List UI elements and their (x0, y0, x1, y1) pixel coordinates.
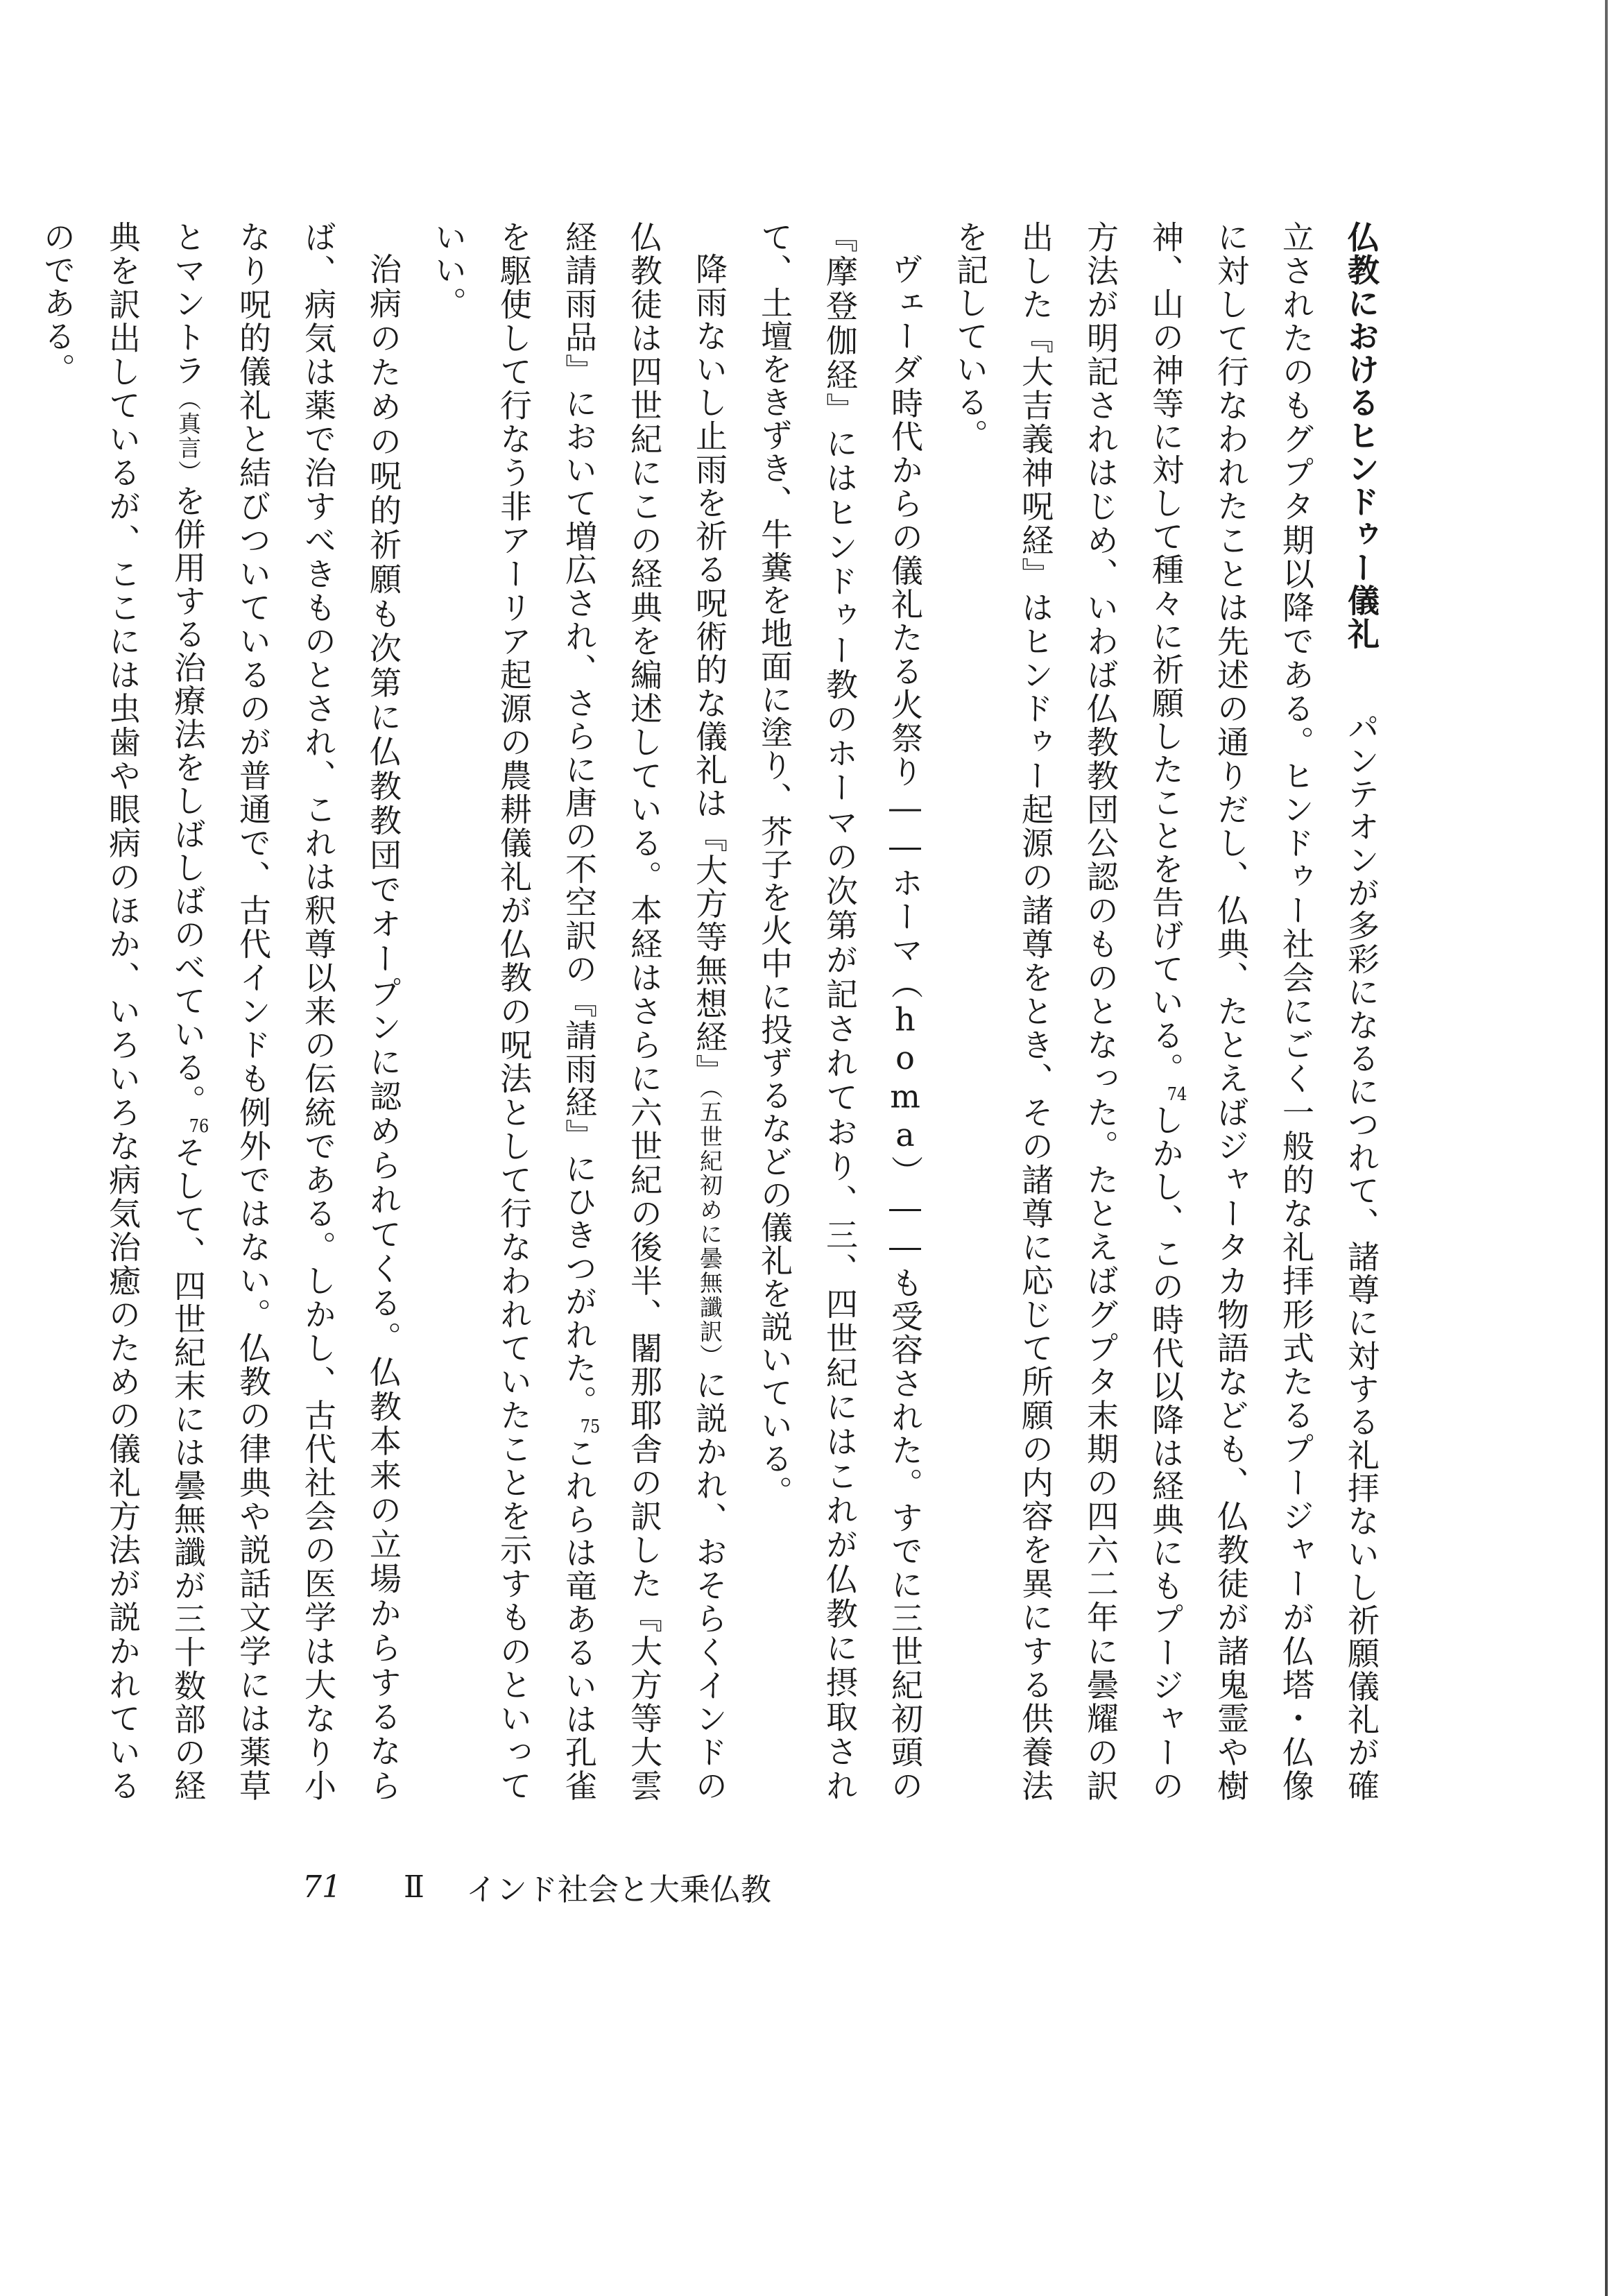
page-footer (302, 1866, 771, 1908)
text-run: 降雨ないし止雨を祈る呪術的な儀礼は『大方等無想経』 (691, 252, 728, 1088)
part-numeral: Ⅱ (404, 1869, 424, 1905)
text-run: を併用する治療法をしばしばのべている。 (169, 484, 207, 1118)
section-heading: 仏教におけるヒンドゥー儀礼 (1343, 221, 1380, 651)
text-run: に説かれ、おそらくインドの仏教徒は四世紀にこの経典を編述している。本経はさらに六世紀の後半、闍那耶舎の訳した『大方等大雲経請雨品』において増広され、さらに唐の不空訳の『請雨経』にひきつがれた。 (560, 221, 728, 1802)
text-run: パンテオンが多彩になるにつれて、諸尊に対する礼拝ないし祈願儀礼が確立されたのもグプタ期以降である。ヒンドゥー社会にごく一般的な礼拝形式たるプージャーが仏塔・仏像に対して行なわれたことは先述の通りだし、仏典、たとえばジャータカ物語なども、仏教徒が諸鬼霊や樹神、山の神等に対して種々に祈願したことを告げている。 (1147, 221, 1380, 1802)
text-run: そして、四世紀末には曇無讖が三十数部の経典を訳出しているが、ここには虫歯や眼病のほか、いろいろな病気治癒のための儀礼方法が説かれているのである。 (39, 221, 207, 1803)
paragraph-1 (938, 221, 1394, 1802)
text-run: しかし、この時代以降は経典にもプージャーの方法が明記されはじめ、いわば仏教教団公認のものとなった。たとえばグプタ末期の四六二年に曇耀の訳出した『大吉義神呪経』はヒンドゥー起源の諸尊をとき、その諸尊に応じて所願の内容を異にする供養法を記している。 (952, 221, 1185, 1802)
inline-annotation: （真言） (175, 387, 202, 485)
text-run: これらは竜あるいは孔雀を駆使して行なう非アーリア起源の農耕儀礼が仏教の呪法として行なわれていたことを示すものといっていい。 (430, 221, 598, 1802)
footnote-ref: 75 (580, 1418, 601, 1437)
footnote-ref: 76 (189, 1117, 209, 1136)
text-run: ヴェーダ時代からの儀礼たる火祭り――ホーマ（homa）――も受容された。すでに三世紀初頭の『摩登伽経』にはヒンドゥー教のホーマの次第が記されており、三、四世紀にはこれが仏教に摂取されて、土壇をきずき、牛糞を地面に塗り、芥子を火中に投ずるなどの儀礼を説いている。 (756, 221, 924, 1802)
inline-annotation: （五世紀初めに曇無讖訳） (696, 1087, 723, 1369)
running-title: インド社会と大乗仏教 (465, 1872, 771, 1908)
paragraph-3 (416, 221, 742, 1802)
paragraph-4 (25, 221, 416, 1802)
scan-edge (1605, 0, 1608, 2296)
page-number: 71 (302, 1869, 341, 1905)
text-run: 治病のための呪的祈願も次第に仏教教団でオープンに認められてくる。仏教本来の立場からするならば、病気は薬で治すべきものとされ、これは釈尊以来の伝統である。しかし、古代社会の医学は大なり小なり呪的儀礼と結びついているのが普通で、古代インドも例外ではない。仏教の律典や説話文学には薬草とマントラ (169, 221, 402, 1802)
paragraph-2 (742, 221, 938, 1802)
body-text (25, 221, 1394, 1802)
footnote-ref: 74 (1167, 1085, 1187, 1104)
